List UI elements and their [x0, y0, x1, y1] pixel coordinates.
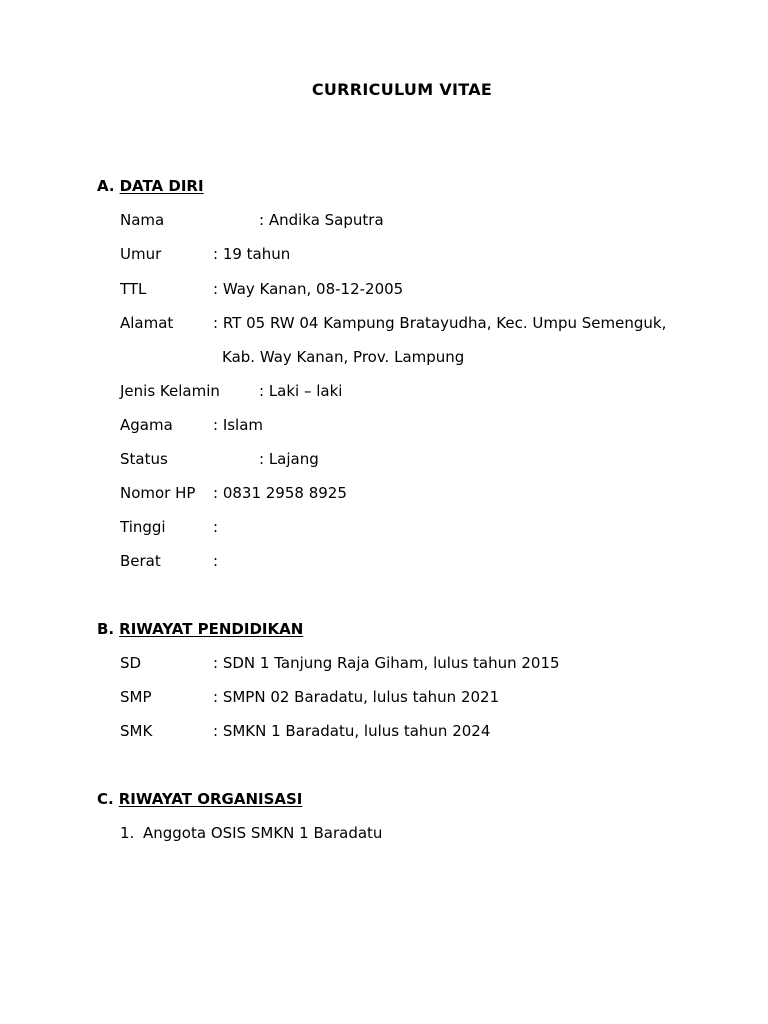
field-label: Berat	[120, 552, 161, 570]
document-title: CURRICULUM VITAE	[311, 80, 493, 99]
field-label: SMP	[120, 688, 152, 706]
field-label: TTL	[120, 280, 147, 298]
section-title: RIWAYAT ORGANISASI	[118, 790, 303, 808]
field-value: : Andika Saputra	[259, 211, 384, 229]
field-value: : RT 05 RW 04 Kampung Bratayudha, Kec. Umpu Semenguk,	[213, 314, 667, 332]
section-title: DATA DIRI	[119, 177, 204, 195]
field-label: Alamat	[120, 314, 174, 332]
field-label: Agama	[120, 416, 173, 434]
section-heading-data-diri	[97, 177, 204, 195]
section-letter: A.	[97, 177, 115, 195]
section-heading-riwayat-organisasi	[97, 790, 302, 808]
field-value: :	[213, 552, 219, 570]
section-heading-riwayat-pendidikan	[97, 620, 303, 638]
field-value: : SMPN 02 Baradatu, lulus tahun 2021	[213, 688, 500, 706]
field-value: : Islam	[213, 416, 264, 434]
field-value: : 19 tahun	[213, 245, 291, 263]
section-letter: B.	[97, 620, 115, 638]
field-value-continuation: Kab. Way Kanan, Prov. Lampung	[222, 348, 465, 366]
field-value: : SDN 1 Tanjung Raja Giham, lulus tahun 2015	[213, 654, 560, 672]
list-item-number: 1.	[120, 824, 135, 842]
field-value: : Way Kanan, 08-12-2005	[213, 280, 404, 298]
field-label: SMK	[120, 722, 153, 740]
field-label: Jenis Kelamin	[120, 382, 220, 400]
field-label: SD	[120, 654, 142, 672]
field-value: :	[213, 518, 219, 536]
field-label: Nama	[120, 211, 165, 229]
field-label: Tinggi	[120, 518, 166, 536]
field-value: : Lajang	[259, 450, 319, 468]
list-item-text: Anggota OSIS SMKN 1 Baradatu	[143, 824, 383, 842]
field-value: : 0831 2958 8925	[213, 484, 347, 502]
section-title: RIWAYAT PENDIDIKAN	[119, 620, 304, 638]
field-value: : SMKN 1 Baradatu, lulus tahun 2024	[213, 722, 491, 740]
field-label: Status	[120, 450, 168, 468]
section-letter: C.	[97, 790, 114, 808]
field-value: : Laki – laki	[259, 382, 343, 400]
field-label: Umur	[120, 245, 162, 263]
field-label: Nomor HP	[120, 484, 196, 502]
